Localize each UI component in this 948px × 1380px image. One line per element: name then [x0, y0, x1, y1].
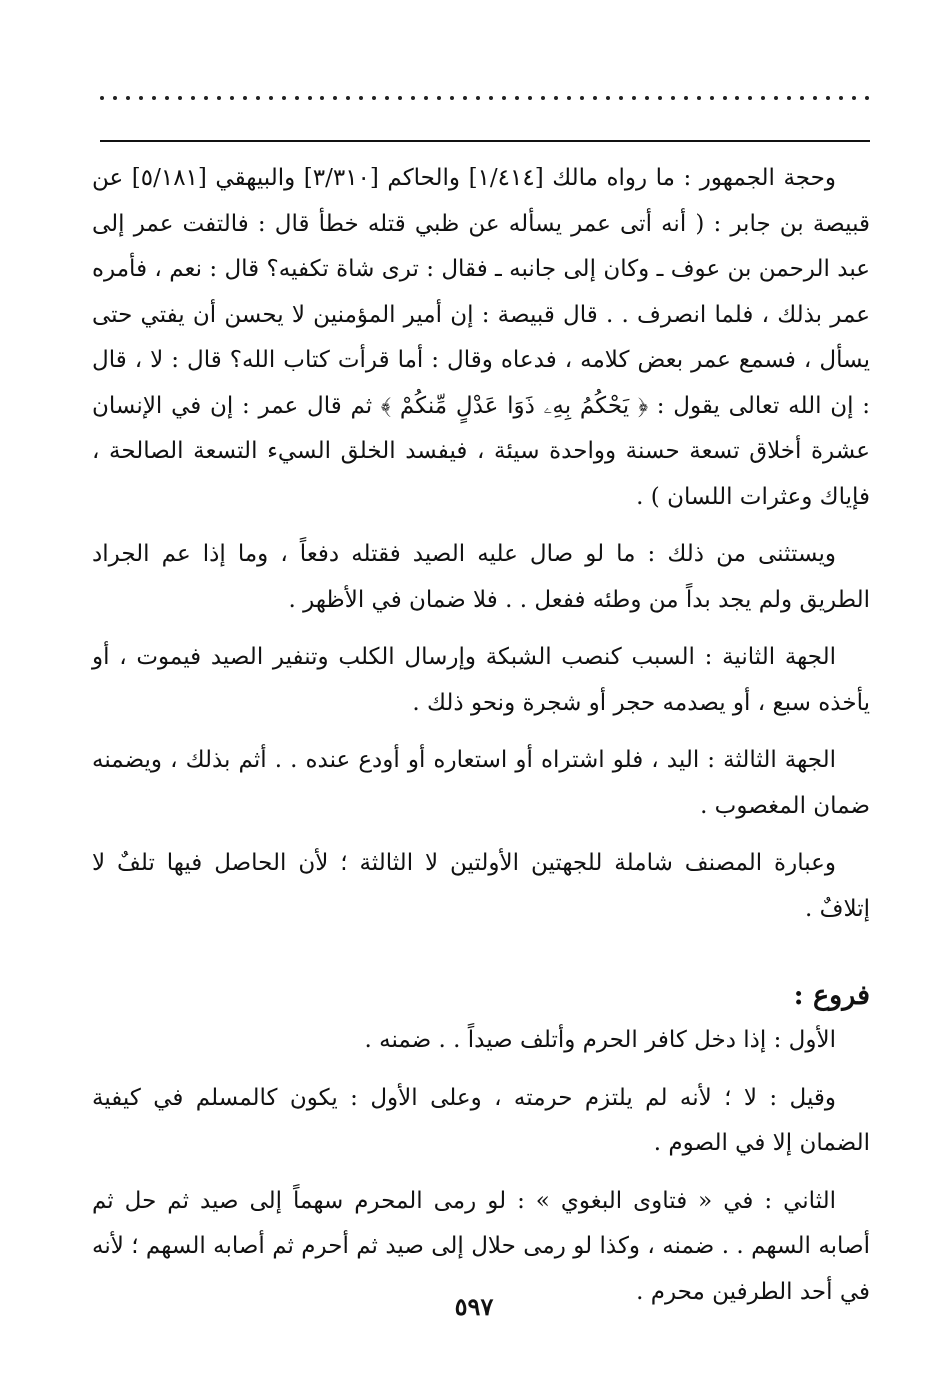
paragraph-branch-first-alt: وقيل : لا ؛ لأنه لم يلتزم حرمته ، وعلى الأول : يكون كالمسلم في كيفية الضمان إلا في الصوم . [92, 1084, 870, 1156]
paragraph-jumhur-evidence: وحجة الجمهور : ما رواه مالك [١/٤١٤] والحاكم [٣/٣١٠] والبيهقي [٥/١٨١] عن قبيصة بن جابر : ( أنه أتى عمر يسأله عن ظبي قتله خطأ قال : فالتفت عمر إلى عبد الرحمن بن عوف ـ وكان إلى جانبه ـ فقال : ترى شاة تكفيه؟ قال : نعم ، فأمره عمر بذلك ، فلما انصرف . . قال قبيصة : إن أمير المؤمنين لا يحسن أن يفتي حتى يسأل ، فسمع عمر بعض كلامه ، فدعاه وقال : أما قرأت كتاب الله؟ قال : لا ، قال : إن الله تعالى يقول : ﴿ يَحْكُمُ بِهِۦ ذَوَا عَدْلٍ مِّنكُمْ ﴾ ثم قال عمر : إن في الإنسان عشرة أخلاق تسعة حسنة وواحدة سيئة ، فيفسد الخلق السيء التسعة الصالحة ، فإياك وعثرات اللسان ) . [92, 165, 870, 510]
leader-dot [697, 96, 701, 100]
leader-dot [217, 96, 221, 100]
leader-dot [865, 96, 869, 100]
leader-dot [463, 96, 467, 100]
leader-dot [515, 96, 519, 100]
leader-dot [359, 96, 363, 100]
leader-dot [230, 96, 234, 100]
leader-dot [774, 96, 778, 100]
leader-dot [800, 96, 804, 100]
leader-dot [437, 96, 441, 100]
header-dot-leader [100, 88, 870, 108]
leader-dot [671, 96, 675, 100]
leader-dot [528, 96, 532, 100]
leader-dot [567, 96, 571, 100]
page-body [92, 156, 870, 1327]
leader-dot [100, 96, 104, 100]
leader-dot [282, 96, 286, 100]
leader-dot [204, 96, 208, 100]
paragraph-third-aspect: الجهة الثالثة : اليد ، فلو اشتراه أو استعاره أو أودع عنده . . أثم بذلك ، ويضمنه ضمان المغصوب . [92, 747, 870, 819]
leader-dot [852, 96, 856, 100]
leader-dot [139, 96, 143, 100]
leader-dot [541, 96, 545, 100]
leader-dot [813, 96, 817, 100]
paragraph-branch-second: الثاني : في « فتاوى البغوي » : لو رمى المحرم سهماً إلى صيد ثم حل ثم أصابه السهم . . ضمنه ، وكذا لو رمى حلال إلى صيد ثم أحرم ثم أصابه السهم ؛ لأنه في أحد الطرفين محرم . [92, 1187, 870, 1305]
leader-dot [450, 96, 454, 100]
paragraph-author-wording: وعبارة المصنف شاملة للجهتين الأولتين لا الثالثة ؛ لأن الحاصل فيها تلفٌ لا إتلافٌ . [92, 850, 870, 922]
leader-dot [372, 96, 376, 100]
leader-dot [113, 96, 117, 100]
leader-dot [761, 96, 765, 100]
leader-dot [735, 96, 739, 100]
leader-dot [243, 96, 247, 100]
paragraph-second-aspect: الجهة الثانية : السبب كنصب الشبكة وإرسال الكلب وتنفير الصيد فيموت ، أو يأخذه سبع ، أو يصدمه حجر أو شجرة ونحو ذلك . [92, 644, 870, 716]
leader-dot [632, 96, 636, 100]
leader-dot [710, 96, 714, 100]
leader-dot [580, 96, 584, 100]
leader-dot [333, 96, 337, 100]
leader-dot [256, 96, 260, 100]
header-rule [100, 140, 870, 142]
leader-dot [178, 96, 182, 100]
leader-dot [554, 96, 558, 100]
leader-dot [320, 96, 324, 100]
leader-dot [826, 96, 830, 100]
leader-dot [723, 96, 727, 100]
leader-dot [295, 96, 299, 100]
paragraph-exception: ويستثنى من ذلك : ما لو صال عليه الصيد فقتله دفعاً ، وما إذا عم الجراد الطريق ولم يجد بداً من وطئه ففعل . . فلا ضمان في الأظهر . [92, 541, 870, 613]
leader-dot [748, 96, 752, 100]
leader-dot [165, 96, 169, 100]
leader-dot [126, 96, 130, 100]
leader-dot [787, 96, 791, 100]
leader-dot [411, 96, 415, 100]
leader-dot [346, 96, 350, 100]
leader-dot [269, 96, 273, 100]
leader-dot [658, 96, 662, 100]
leader-dot [593, 96, 597, 100]
leader-dot [476, 96, 480, 100]
leader-dot [308, 96, 312, 100]
leader-dot [606, 96, 610, 100]
leader-dot [424, 96, 428, 100]
leader-dot [191, 96, 195, 100]
leader-dot [684, 96, 688, 100]
leader-dot [152, 96, 156, 100]
leader-dot [385, 96, 389, 100]
leader-dot [619, 96, 623, 100]
leader-dot [489, 96, 493, 100]
paragraph-branch-first: الأول : إذا دخل كافر الحرم وأتلف صيداً . . ضمنه . [364, 1027, 836, 1053]
leader-dot [645, 96, 649, 100]
leader-dot [839, 96, 843, 100]
page-number: ٥٩٧ [454, 1292, 494, 1321]
leader-dot [398, 96, 402, 100]
section-heading-branches: فروع : [793, 980, 870, 1011]
leader-dot [502, 96, 506, 100]
